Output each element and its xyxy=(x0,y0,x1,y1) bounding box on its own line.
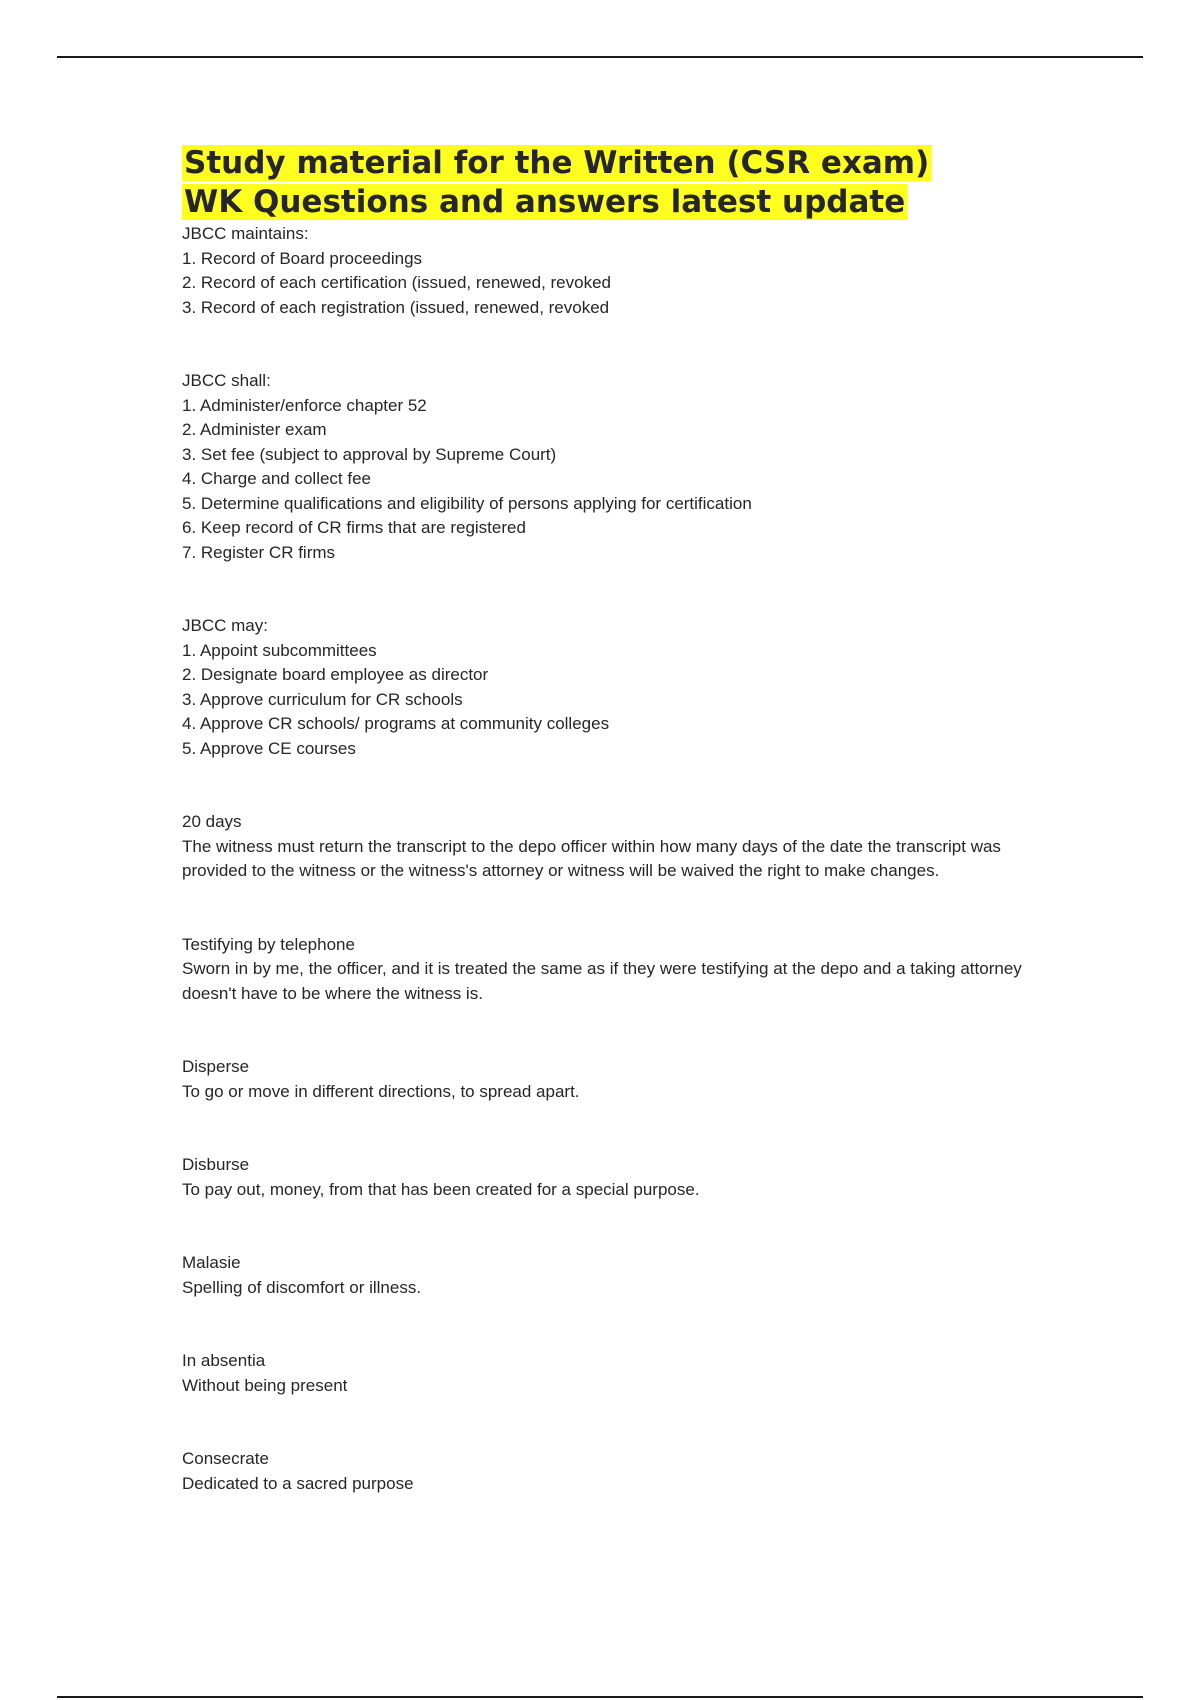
qa-definition: Without being present xyxy=(182,1375,348,1395)
notes xyxy=(182,222,1062,1496)
qa-term: Disperse xyxy=(182,1057,250,1076)
section-heading: JBCC may: xyxy=(182,616,268,635)
section-jbcc-shall xyxy=(182,369,1062,565)
title-line-2: WK Questions and answers latest update xyxy=(184,184,906,220)
list-item: 5. Determine qualifications and eligibility of persons applying for certification xyxy=(182,493,752,513)
bottom-divider xyxy=(57,1696,1143,1698)
qa-entry xyxy=(182,933,1062,1007)
list-item: 2. Designate board employee as director xyxy=(182,665,489,684)
title-line-1: Study material for the Written (CSR exam) xyxy=(184,145,930,181)
section-heading: JBCC maintains: xyxy=(182,224,309,243)
qa-term: Consecrate xyxy=(182,1449,269,1468)
qa-entry xyxy=(182,1447,1062,1496)
list-item: 1. Record of Board proceedings xyxy=(182,248,423,268)
list-item: 5. Approve CE courses xyxy=(182,738,356,758)
document-title xyxy=(182,144,1062,222)
qa-definition: Spelling of discomfort or illness. xyxy=(182,1277,422,1297)
top-divider xyxy=(57,56,1143,58)
qa-term: 20 days xyxy=(182,812,242,831)
list-item: 1. Appoint subcommittees xyxy=(182,640,377,660)
qa-definition: Sworn in by me, the officer, and it is treated the same as if they were testifying at the depo and a taking attorney doesn't have to be where the witness is. xyxy=(182,959,1022,1003)
qa-definition: To go or move in different directions, to spread apart. xyxy=(182,1081,580,1101)
list-item: 6. Keep record of CR firms that are registered xyxy=(182,518,526,537)
section-jbcc-may xyxy=(182,614,1062,761)
list-item: 4. Charge and collect fee xyxy=(182,469,372,488)
qa-definition: The witness must return the transcript to the depo officer within how many days of the date the transcript was provided to the witness or the witness's attorney or witness will be waived the right to make changes. xyxy=(182,836,1001,880)
list-item: 2. Administer exam xyxy=(182,420,327,439)
list-item: 2. Record of each certification (issued, renewed, revoked xyxy=(182,273,612,292)
qa-term: Testifying by telephone xyxy=(182,934,355,954)
qa-entry xyxy=(182,1055,1062,1104)
qa-definition: Dedicated to a sacred purpose xyxy=(182,1473,414,1493)
list-item: 1. Administer/enforce chapter 52 xyxy=(182,395,427,415)
qa-entry xyxy=(182,810,1062,884)
qa-term: Malasie xyxy=(182,1253,241,1272)
list-item: 3. Record of each registration (issued, renewed, revoked xyxy=(182,297,610,317)
list-item: 4. Approve CR schools/ programs at community colleges xyxy=(182,714,610,733)
document-body xyxy=(182,144,1062,1496)
qa-definition: To pay out, money, from that has been created for a special purpose. xyxy=(182,1179,700,1199)
list-item: 3. Set fee (subject to approval by Supreme Court) xyxy=(182,444,557,464)
qa-term: In absentia xyxy=(182,1351,266,1370)
qa-entry xyxy=(182,1349,1062,1398)
section-jbcc-maintains xyxy=(182,222,1062,320)
qa-entry xyxy=(182,1251,1062,1300)
qa-entry xyxy=(182,1153,1062,1202)
list-item: 3. Approve curriculum for CR schools xyxy=(182,689,463,709)
section-heading: JBCC shall: xyxy=(182,371,271,390)
list-item: 7. Register CR firms xyxy=(182,542,336,562)
qa-term: Disburse xyxy=(182,1155,250,1174)
